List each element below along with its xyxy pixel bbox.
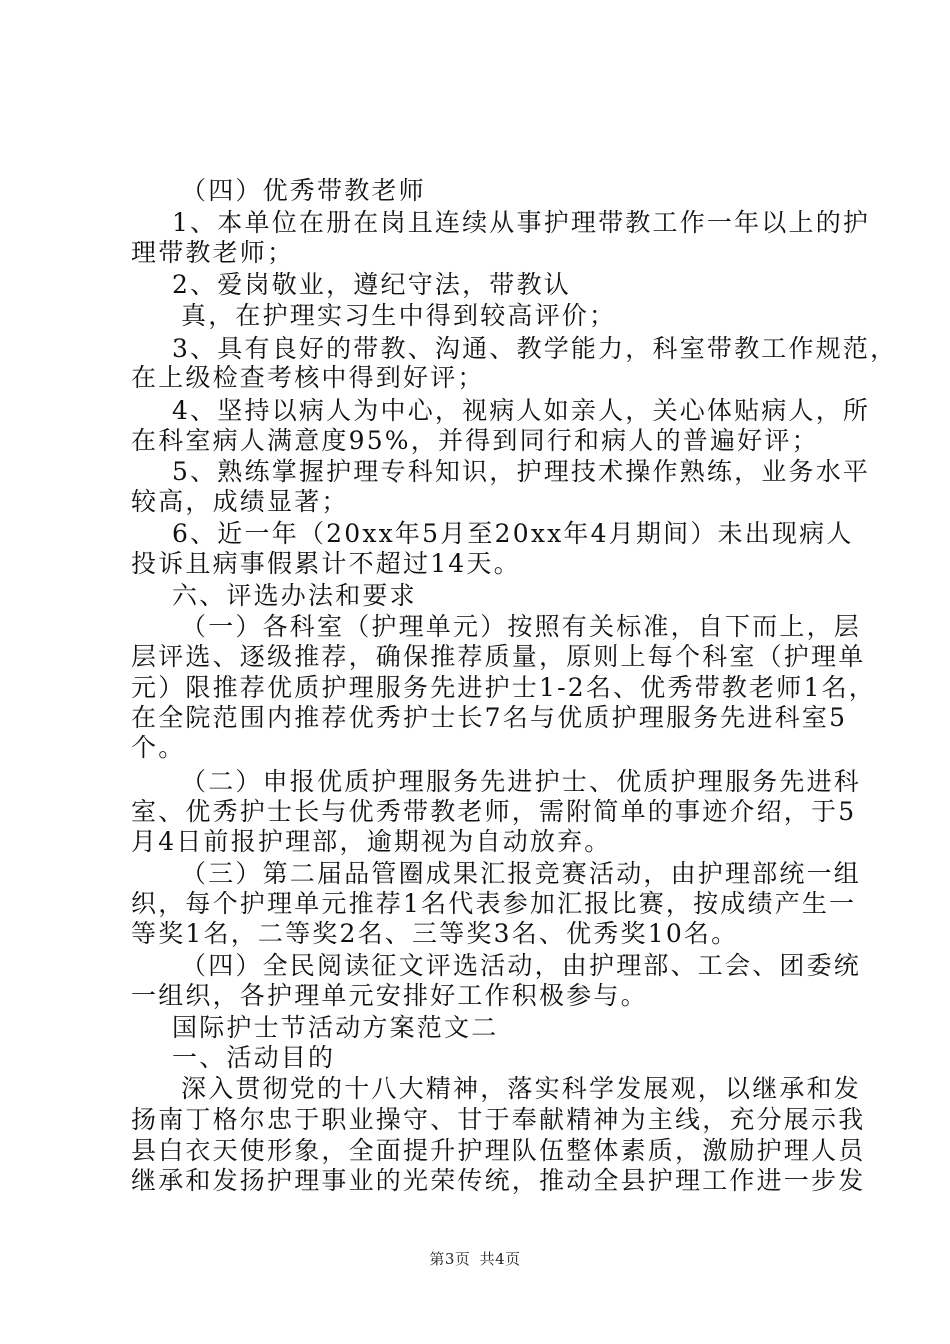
paragraph-line: 理带教老师；: [131, 238, 295, 267]
paragraph-line: 个。: [131, 733, 186, 762]
total-pages: 共4页: [479, 1250, 521, 1268]
paragraph-line: 等奖1名，二等奖2名、三等奖3名、优秀奖10名。: [131, 919, 739, 948]
paragraph-line: （二）申报优质护理服务先进护士、优质护理服务先进科: [181, 767, 862, 796]
paragraph-line: （三）第二届品管圈成果汇报竞赛活动，由护理部统一组: [181, 859, 862, 888]
paragraph-line: 室、优秀护士长与优秀带教老师，需附简单的事迹介绍，于5: [131, 797, 857, 826]
section-heading: 国际护士节活动方案范文二: [172, 1013, 499, 1042]
paragraph-line: 深入贯彻党的十八大精神，落实科学发展观，以继承和发: [181, 1074, 862, 1103]
paragraph-line: 4、坚持以病人为中心，视病人如亲人，关心体贴病人，所: [172, 396, 871, 425]
paragraph-line: 投诉且病事假累计不超过14天。: [131, 549, 521, 578]
paragraph-line: 1、本单位在册在岗且连续从事护理带教工作一年以上的护: [172, 208, 871, 237]
section-heading: 六、评选办法和要求: [172, 581, 417, 610]
paragraph-line: 3、具有良好的带教、沟通、教学能力，科室带教工作规范，: [172, 334, 898, 363]
paragraph-line: 5、熟练掌握护理专科知识，护理技术操作熟练，业务水平: [172, 457, 871, 486]
paragraph-line: 月4日前报护理部，逾期视为自动放弃。: [131, 827, 612, 856]
paragraph-line: 在上级检查考核中得到好评；: [131, 363, 485, 392]
paragraph-line: 真，在护理实习生中得到较高评价；: [181, 301, 617, 330]
paragraph-line: 继承和发扬护理事业的光荣传统，推动全县护理工作进一步发: [131, 1166, 866, 1195]
paragraph-line: 一组织，各护理单元安排好工作积极参与。: [131, 981, 648, 1010]
section-heading: 一、活动目的: [172, 1043, 336, 1072]
paragraph-line: 元）限推荐优质护理服务先进护士1-2名、优秀带教老师1名，: [131, 673, 876, 702]
paragraph-line: 县白衣天使形象，全面提升护理队伍整体素质，激励护理人员: [131, 1136, 866, 1165]
paragraph-line: 扬南丁格尔忠于职业操守、甘于奉献精神为主线，充分展示我: [131, 1105, 866, 1134]
section-heading: （四）优秀带教老师: [181, 176, 426, 205]
paragraph-line: 在科室病人满意度95%，并得到同行和病人的普遍好评；: [131, 426, 819, 455]
paragraph-line: 织，每个护理单元推荐1名代表参加汇报比赛，按成绩产生一: [131, 889, 857, 918]
paragraph-line: 较高，成绩显著；: [131, 487, 349, 516]
page-footer: [0, 1250, 950, 1268]
paragraph-line: 2、爱岗敬业，遵纪守法，带教认: [172, 270, 571, 299]
paragraph-line: 在全院范围内推荐优秀护士长7名与优质护理服务先进科室5: [131, 703, 848, 732]
page-number: 第3页: [429, 1250, 471, 1268]
paragraph-line: 6、近一年（20xx年5月至20xx年4月期间）未出现病人: [172, 519, 854, 548]
paragraph-line: （四）全民阅读征文评选活动，由护理部、工会、团委统: [181, 951, 862, 980]
paragraph-line: （一）各科室（护理单元）按照有关标准，自下而上，层: [181, 612, 862, 641]
paragraph-line: 层评选、逐级推荐，确保推荐质量，原则上每个科室（护理单: [131, 642, 866, 671]
